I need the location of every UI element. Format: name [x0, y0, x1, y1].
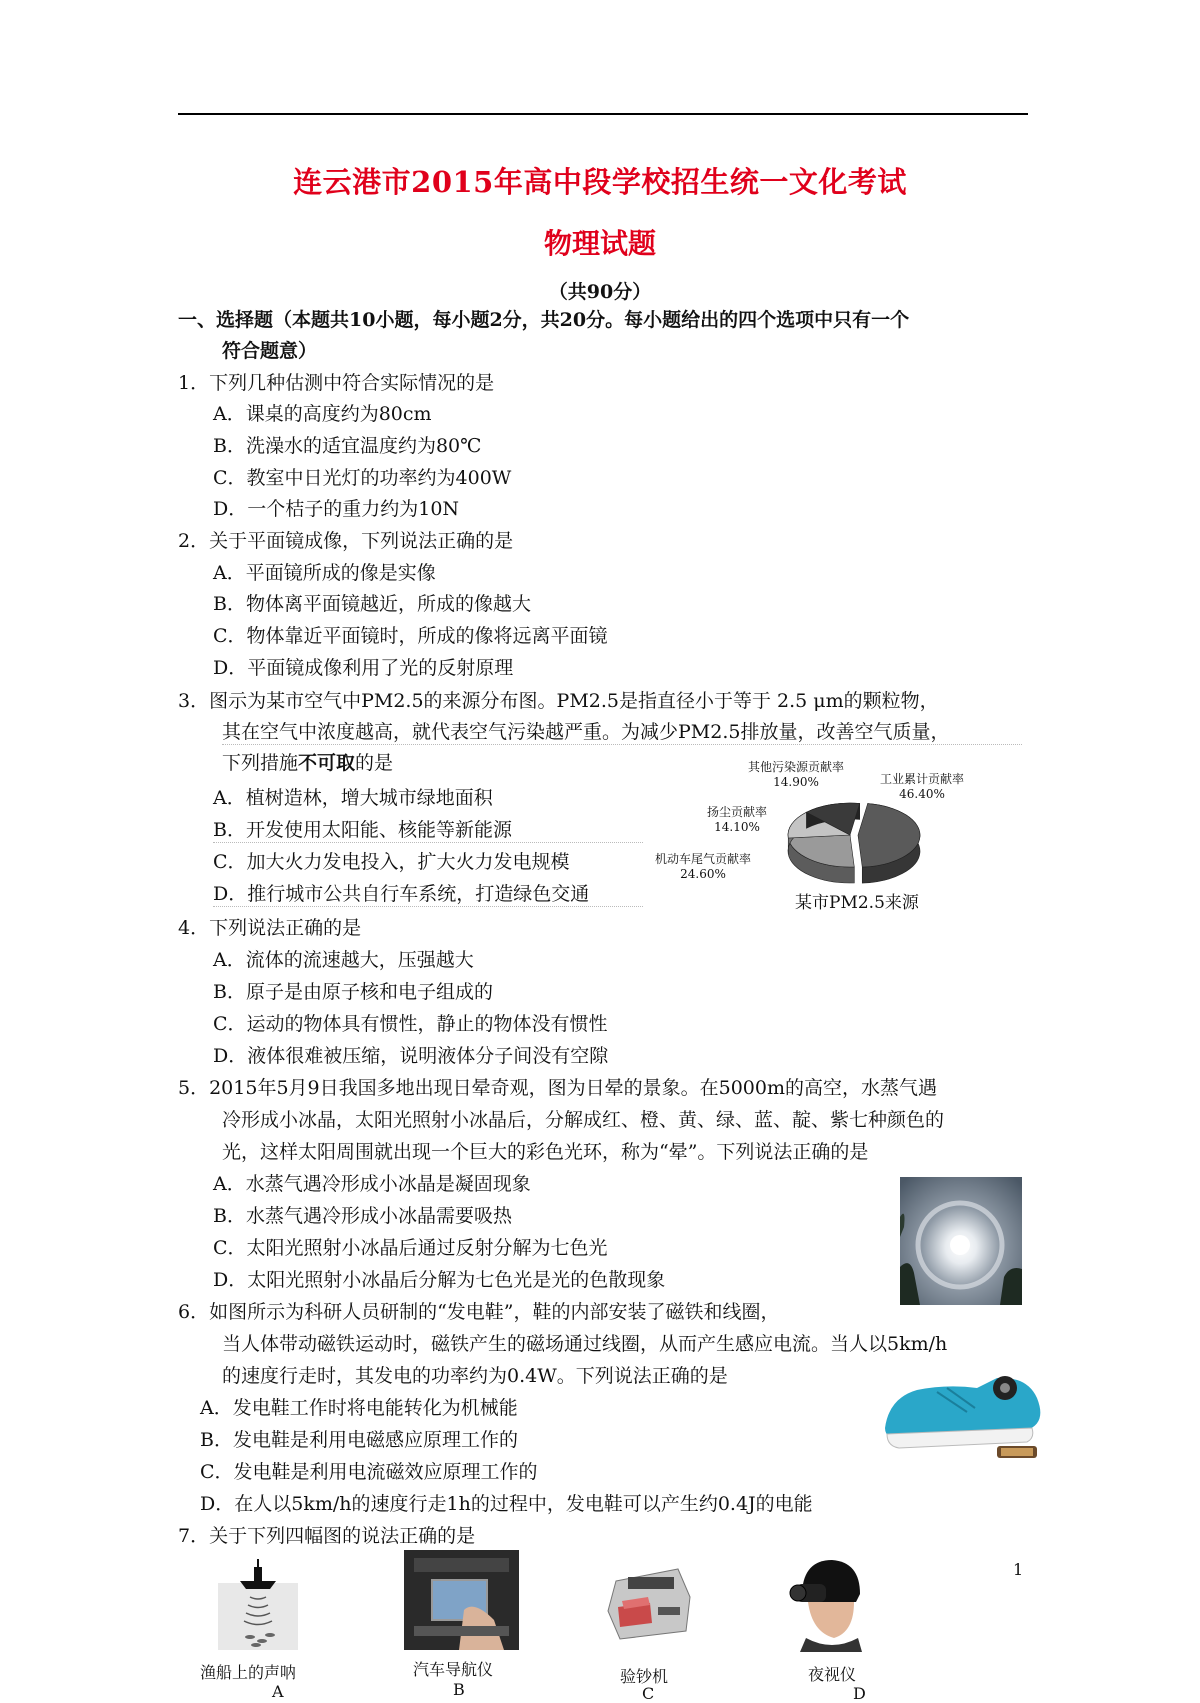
- q1-option-b: B．洗澡水的适宜温度约为80℃: [213, 435, 482, 457]
- q4-option-a: A．流体的流速越大，压强越大: [213, 949, 474, 971]
- q4-option-b: B．原子是由原子核和电子组成的: [213, 981, 493, 1003]
- question-5-stem-cont: 冷形成小冰晶，太阳光照射小冰晶后，分解成红、橙、黄、绿、蓝、靛、紫七种颜色的: [222, 1109, 945, 1131]
- q3-option-b: B．开发使用太阳能、核能等新能源: [213, 819, 643, 843]
- pie-label-dust: 扬尘贡献率 14.10%: [707, 805, 768, 834]
- q4-option-c: C．运动的物体具有惯性，静止的物体没有惯性: [213, 1013, 608, 1035]
- emphasis-not-acceptable: 不可取: [298, 752, 356, 774]
- section-heading-cont: 符合题意）: [222, 340, 318, 362]
- car-navigator-figure: [404, 1550, 519, 1650]
- q5-option-d: D．太阳光照射小冰晶后分解为七色光是光的色散现象: [213, 1269, 666, 1291]
- q5-option-c: C．太阳光照射小冰晶后通过反射分解为七色光: [213, 1237, 608, 1259]
- question-5-stem-cont2: 光，这样太阳周围就出现一个巨大的彩色光环，称为“晕”。下列说法正确的是: [222, 1141, 869, 1163]
- q3-option-c: C．加大火力发电投入，扩大火力发电规模: [213, 851, 570, 873]
- q6-option-a: A．发电鞋工作时将电能转化为机械能: [200, 1397, 518, 1419]
- exam-subtitle: 物理试题: [543, 227, 656, 260]
- pie-label-industry: 工业累计贡献率 46.40%: [880, 772, 965, 801]
- q6-option-b: B．发电鞋是利用电磁感应原理工作的: [200, 1429, 518, 1451]
- q6-option-c: C．发电鞋是利用电流磁效应原理工作的: [200, 1461, 538, 1483]
- q5-option-a: A．水蒸气遇冷形成小冰晶是凝固现象: [213, 1173, 531, 1195]
- question-3-stem-cont2: 下列措施不可取的是: [222, 752, 394, 774]
- fig-b-caption: 汽车导航仪: [413, 1660, 494, 1679]
- q2-option-a: A．平面镜所成的像是实像: [213, 562, 436, 584]
- pie-chart-title: 某市PM2.5来源: [795, 893, 919, 913]
- fig-c-caption: 验钞机: [620, 1667, 669, 1686]
- question-7-stem: 7．关于下列四幅图的说法正确的是: [178, 1525, 476, 1547]
- fig-c-letter: C: [642, 1684, 655, 1703]
- q3-option-a: A．植树造林，增大城市绿地面积: [213, 787, 493, 809]
- q1-option-a: A．课桌的高度约为80cm: [213, 403, 432, 425]
- question-4-stem: 4．下列说法正确的是: [178, 917, 362, 939]
- fig-d-caption: 夜视仪: [808, 1665, 857, 1684]
- q1-option-c: C．教室中日光灯的功率约为400W: [213, 467, 512, 489]
- pm25-pie-chart: [760, 790, 940, 900]
- generator-shoe-photo: [877, 1368, 1059, 1468]
- question-3-stem-cont: 其在空气中浓度越高，就代表空气污染越严重。为减少PM2.5排放量，改善空气质量，: [222, 721, 1022, 745]
- question-6-stem-cont: 当人体带动磁铁运动时，磁铁产生的磁场通过线圈，从而产生感应电流。当人以5km/h: [222, 1333, 948, 1355]
- fig-a-caption: 渔船上的声呐: [200, 1663, 297, 1682]
- header-rule: [178, 113, 1028, 115]
- q3-option-d: D．推行城市公共自行车系统，打造绿色交通: [213, 883, 643, 907]
- fig-a-letter: A: [272, 1682, 284, 1701]
- q2-option-d: D．平面镜成像利用了光的反射原理: [213, 657, 514, 679]
- q1-option-d: D．一个桔子的重力约为10N: [213, 498, 460, 520]
- question-1-stem: 1．下列几种估测中符合实际情况的是: [178, 372, 495, 394]
- fig-d-letter: D: [853, 1684, 866, 1703]
- fig-b-letter: B: [453, 1680, 465, 1699]
- total-score: （共90分）: [548, 281, 652, 303]
- question-3-stem: 3．图示为某市空气中PM2.5的来源分布图。PM2.5是指直径小于等于 2.5 μm的颗粒物，: [178, 690, 939, 712]
- night-vision-figure: [782, 1552, 872, 1652]
- pie-label-vehicle: 机动车尾气贡献率 24.60%: [655, 852, 752, 881]
- question-6-stem-cont2: 的速度行走时，其发电的功率约为0.4W。下列说法正确的是: [222, 1365, 728, 1387]
- question-5-stem: 5．2015年5月9日我国多地出现日晕奇观，图为日晕的景象。在5000m的高空，水蒸气遇: [178, 1077, 937, 1099]
- sun-halo-photo: [900, 1177, 1022, 1305]
- question-2-stem: 2．关于平面镜成像，下列说法正确的是: [178, 530, 514, 552]
- sonar-ship-figure: [218, 1557, 298, 1650]
- section-heading: 一、选择题（本题共10小题，每小题2分，共20分。每小题给出的四个选项中只有一个: [178, 309, 910, 331]
- question-6-stem: 6．如图所示为科研人员研制的“发电鞋”，鞋的内部安装了磁铁和线圈，: [178, 1301, 780, 1323]
- banknote-checker-figure: [598, 1557, 698, 1647]
- q2-option-b: B．物体离平面镜越近，所成的像越大: [213, 593, 531, 615]
- pie-label-other: 其他污染源贡献率 14.90%: [748, 760, 845, 789]
- q6-option-d: D．在人以5km/h的速度行走1h的过程中，发电鞋可以产生约0.4J的电能: [200, 1493, 813, 1515]
- page-number: 1: [1013, 1560, 1024, 1579]
- q5-option-b: B．水蒸气遇冷形成小冰晶需要吸热: [213, 1205, 512, 1227]
- q2-option-c: C．物体靠近平面镜时，所成的像将远离平面镜: [213, 625, 608, 647]
- q4-option-d: D．液体很难被压缩，说明液体分子间没有空隙: [213, 1045, 609, 1067]
- exam-title: 连云港市2015年高中段学校招生统一文化考试: [293, 165, 907, 199]
